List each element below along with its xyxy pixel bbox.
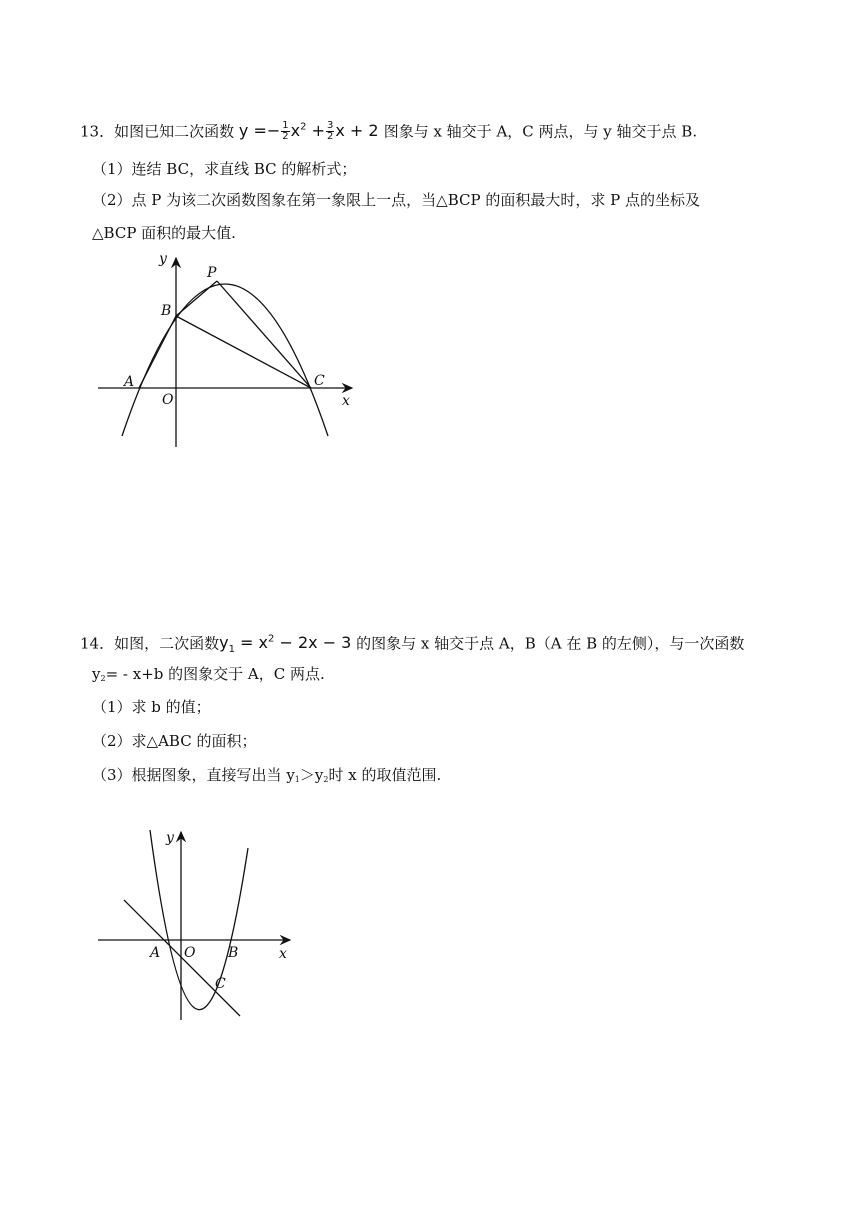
q14-intro: 如图，二次函数 <box>114 634 220 653</box>
q14-part3-a: （3）根据图象，直接写出当 y <box>92 766 295 784</box>
q13-frac2-num: 3 <box>326 120 334 132</box>
q13-segment-bp <box>176 281 217 316</box>
q13-segment-ab <box>139 316 176 388</box>
q13-formula-exp: 2 <box>300 122 307 133</box>
q13-label-o: O <box>162 392 174 408</box>
q14-line2 <box>92 664 325 689</box>
q14-formula-y: y <box>219 633 229 653</box>
q13-segment-pc <box>217 281 311 388</box>
q13-part2-line1: （2）点 P 为该二次函数图象在第一象限上一点，当△BCP 的面积最大时，求 P 点的坐标及 <box>92 191 700 209</box>
q13-number: 13． <box>80 122 115 141</box>
q14-part3-b: ＞y <box>299 766 324 784</box>
q14-label-o: O <box>184 945 196 961</box>
q13-formula-y: y <box>238 121 249 141</box>
q14-formula <box>219 633 352 656</box>
q14-line2-y: y <box>92 665 101 683</box>
q13-label-x: x <box>342 393 350 409</box>
q13-intro: 如图已知二次函数 <box>114 122 235 141</box>
q14-formula-sub: 1 <box>228 644 235 656</box>
q14-line2-rest: = - x+b 的图象交于 A，C 两点. <box>105 665 325 683</box>
q14-line2-sub: 2 <box>100 674 106 683</box>
q14-formula-tail: − 2x − 3 <box>274 633 352 653</box>
q14-label-b: B <box>228 945 239 961</box>
q14-parabola <box>150 830 248 1010</box>
q13-label-y: y <box>159 251 167 267</box>
q13-label-b: B <box>161 303 172 319</box>
q14-formula-rest: = x <box>234 633 268 653</box>
q13-frac1-num: 1 <box>282 120 289 132</box>
q13-part2-line2: △BCP 面积的最大值. <box>92 224 236 242</box>
q13-part1: （1）连结 BC，求直线 BC 的解析式； <box>92 160 357 178</box>
q13-formula-x1: x <box>290 121 301 141</box>
q13-frac1-den: 2 <box>282 131 289 143</box>
q14-part3-sub1: 1 <box>294 775 300 784</box>
q13-formula-eq: =− <box>253 121 281 141</box>
q14-label-a: A <box>150 945 161 961</box>
q14-intro-rest: 的图象与 x 轴交于点 A，B（A 在 B 的左侧），与一次函数 <box>356 634 745 653</box>
q14-label-y: y <box>166 830 174 846</box>
q14-part3 <box>92 765 441 790</box>
q13-label-c: C <box>314 373 325 389</box>
q14-part1: （1）求 b 的值； <box>92 698 211 716</box>
q14-label-c: C <box>215 976 226 992</box>
q14-stem <box>80 630 744 661</box>
q13-segment-bc <box>176 316 311 388</box>
q14-part3-sub2: 2 <box>323 775 329 784</box>
q14-number: 14． <box>80 634 115 653</box>
q14-label-x: x <box>279 946 287 962</box>
q13-formula-tail: x + 2 <box>335 121 379 141</box>
q13-label-p: P <box>207 265 217 281</box>
q13-frac2-den: 2 <box>326 131 334 143</box>
q14-line <box>124 900 240 1016</box>
q13-intro-rest: 图象与 x 轴交于 A，C 两点，与 y 轴交于点 B. <box>383 122 698 141</box>
q14-part2: （2）求△ABC 的面积； <box>92 732 257 750</box>
q14-formula-exp: 2 <box>268 634 275 645</box>
q14-part3-c: 时 x 的取值范围. <box>328 766 442 784</box>
q13-formula-plus: + <box>311 121 325 141</box>
q13-label-a: A <box>124 374 135 390</box>
